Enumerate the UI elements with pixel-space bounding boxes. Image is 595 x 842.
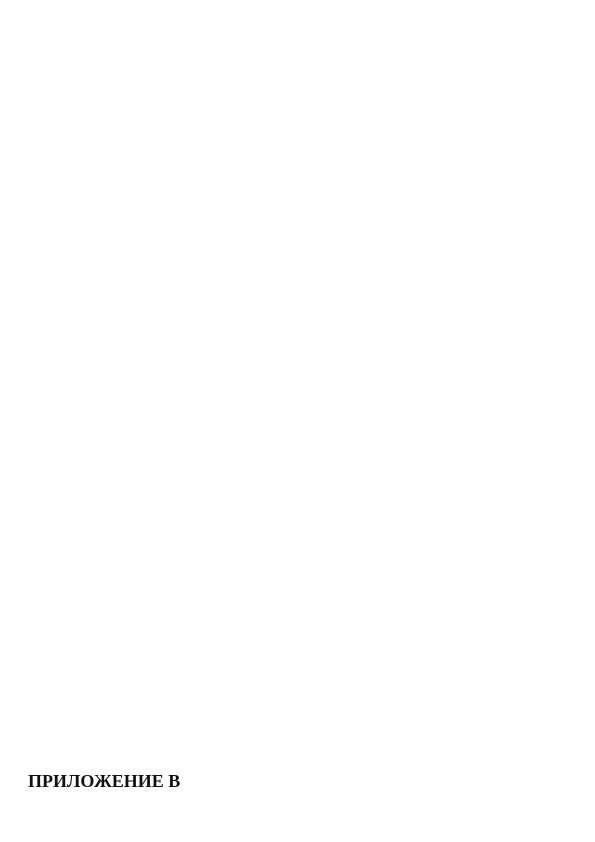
appendix-heading: ПРИЛОЖЕНИЕ В xyxy=(28,771,181,791)
